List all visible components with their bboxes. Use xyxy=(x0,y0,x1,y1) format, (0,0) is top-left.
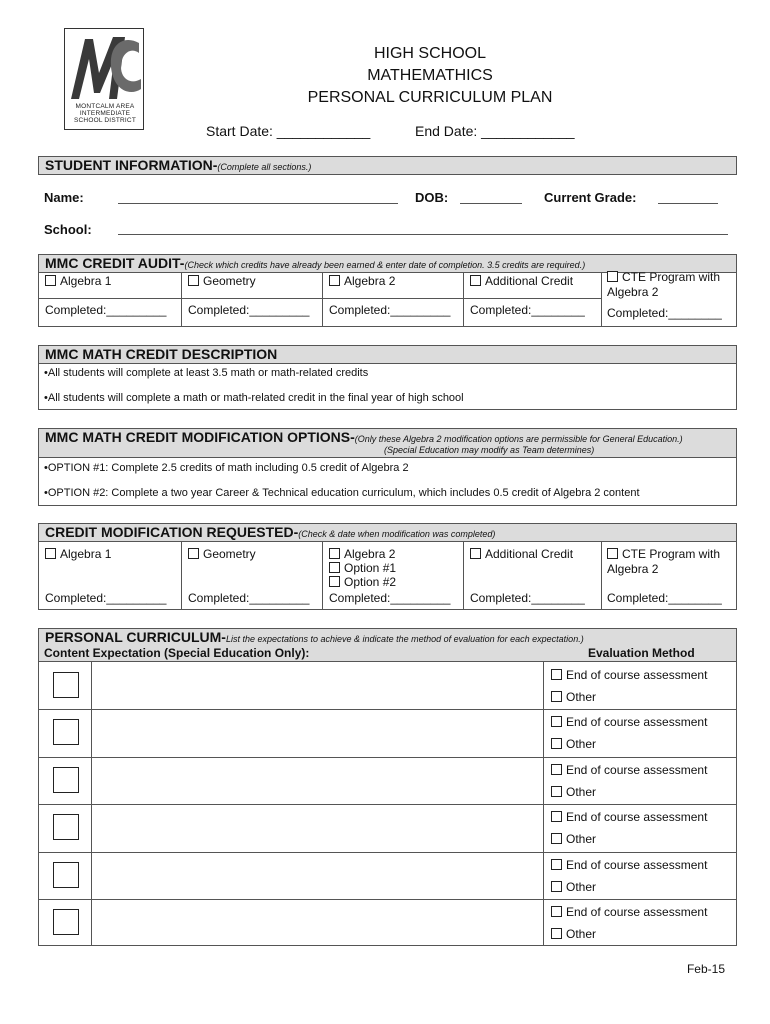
content-expectation-field[interactable] xyxy=(93,664,541,707)
modification-options-header: MMC MATH CREDIT MODIFICATION OPTIONS-(Only these Algebra 2 modification options are permissible for General Education.) xyxy=(38,428,737,458)
req-algebra2-checkbox[interactable]: Algebra 2 xyxy=(329,547,395,561)
personal-curriculum-header: PERSONAL CURRICULUM-List the expectations to achieve & indicate the method of evaluation for each expectation.) xyxy=(38,628,737,662)
audit-additional-completed[interactable]: Completed:________ xyxy=(470,303,585,317)
credit-description-header: MMC MATH CREDIT DESCRIPTION xyxy=(38,345,737,364)
mc-logo-icon xyxy=(69,33,141,101)
req-geometry-completed[interactable]: Completed:_________ xyxy=(188,591,310,605)
req-algebra2-completed[interactable]: Completed:_________ xyxy=(329,591,451,605)
audit-cte-label-2: Algebra 2 xyxy=(607,285,659,299)
content-expectation-field[interactable] xyxy=(93,854,541,897)
footer-date: Feb-15 xyxy=(686,962,725,976)
expectation-checkbox[interactable] xyxy=(53,719,79,745)
req-cte-checkbox[interactable]: CTE Program with xyxy=(607,547,720,561)
start-date-field[interactable]: Start Date: ____________ xyxy=(206,123,371,139)
audit-additional-credit-checkbox[interactable]: Additional Credit xyxy=(470,274,573,288)
logo-text: MONTCALM AREA INTERMEDIATE SCHOOL DISTRICT xyxy=(74,103,136,124)
content-expectation-field[interactable] xyxy=(93,759,541,802)
eval-end-of-course-checkbox[interactable]: End of course assessment xyxy=(551,905,707,919)
audit-algebra2-checkbox[interactable]: Algebra 2 xyxy=(329,274,395,288)
name-label: Name: xyxy=(44,190,84,205)
description-item: •All students will complete a math or math-related credit in the final year of high school xyxy=(44,392,464,404)
description-item: •All students will complete at least 3.5 math or math-related credits xyxy=(44,367,369,379)
dob-field[interactable] xyxy=(460,203,522,204)
expectation-checkbox[interactable] xyxy=(53,909,79,935)
content-expectation-field[interactable] xyxy=(93,711,541,754)
title-line-1: HIGH SCHOOL xyxy=(373,45,486,62)
eval-end-of-course-checkbox[interactable]: End of course assessment xyxy=(551,668,707,682)
student-info-header: STUDENT INFORMATION-(Complete all sections.) xyxy=(38,156,737,175)
expectation-checkbox[interactable] xyxy=(53,814,79,840)
end-date-field[interactable]: End Date: ____________ xyxy=(415,123,575,139)
audit-cte-completed[interactable]: Completed:________ xyxy=(607,306,722,320)
req-geometry-checkbox[interactable]: Geometry xyxy=(188,547,256,561)
req-additional-completed[interactable]: Completed:________ xyxy=(470,591,585,605)
option-item: •OPTION #2: Complete a two year Career & Technical education curriculum, which includes 0.5 credit of Algebra 2 content xyxy=(44,487,640,499)
req-option2-checkbox[interactable]: Option #2 xyxy=(329,575,396,589)
audit-cte-checkbox[interactable]: CTE Program with xyxy=(607,270,720,284)
school-field[interactable] xyxy=(118,234,728,235)
req-option1-checkbox[interactable]: Option #1 xyxy=(329,561,396,575)
audit-algebra1-completed[interactable]: Completed:_________ xyxy=(45,303,167,317)
req-cte-completed[interactable]: Completed:________ xyxy=(607,591,722,605)
audit-algebra1-checkbox[interactable]: Algebra 1 xyxy=(45,274,111,288)
eval-other-checkbox[interactable]: Other xyxy=(551,832,596,846)
option-item: •OPTION #1: Complete 2.5 credits of math including 0.5 credit of Algebra 2 xyxy=(44,462,409,474)
eval-other-checkbox[interactable]: Other xyxy=(551,690,596,704)
content-expectation-field[interactable] xyxy=(93,806,541,849)
req-algebra1-completed[interactable]: Completed:_________ xyxy=(45,591,167,605)
expectation-checkbox[interactable] xyxy=(53,672,79,698)
dob-label: DOB: xyxy=(415,190,449,205)
content-expectation-field[interactable] xyxy=(93,901,541,944)
current-grade-label: Current Grade: xyxy=(544,190,637,205)
modification-options-note: (Special Education may modify as Team determines) xyxy=(384,445,595,455)
eval-end-of-course-checkbox[interactable]: End of course assessment xyxy=(551,763,707,777)
eval-end-of-course-checkbox[interactable]: End of course assessment xyxy=(551,810,707,824)
req-additional-credit-checkbox[interactable]: Additional Credit xyxy=(470,547,573,561)
expectation-checkbox[interactable] xyxy=(53,767,79,793)
district-logo xyxy=(64,28,144,130)
credit-audit-header: MMC CREDIT AUDIT-(Check which credits have already been earned & enter date of completion. 3.5 credits are required.) xyxy=(38,254,737,273)
name-field[interactable] xyxy=(118,203,398,204)
audit-geometry-completed[interactable]: Completed:_________ xyxy=(188,303,310,317)
modification-requested-header: CREDIT MODIFICATION REQUESTED-(Check & date when modification was completed) xyxy=(38,523,737,542)
title-line-2: MATHEMATHICS xyxy=(367,67,493,84)
title-line-3: PERSONAL CURRICULUM PLAN xyxy=(307,89,553,106)
evaluation-method-header: Evaluation Method xyxy=(588,646,695,660)
current-grade-field[interactable] xyxy=(658,203,718,204)
req-algebra1-checkbox[interactable]: Algebra 1 xyxy=(45,547,111,561)
expectation-checkbox[interactable] xyxy=(53,862,79,888)
eval-other-checkbox[interactable]: Other xyxy=(551,880,596,894)
eval-other-checkbox[interactable]: Other xyxy=(551,737,596,751)
content-expectation-header: Content Expectation (Special Education Only): xyxy=(44,646,310,660)
school-label: School: xyxy=(44,222,92,237)
audit-algebra2-completed[interactable]: Completed:_________ xyxy=(329,303,451,317)
eval-other-checkbox[interactable]: Other xyxy=(551,785,596,799)
eval-end-of-course-checkbox[interactable]: End of course assessment xyxy=(551,858,707,872)
req-cte-label-2: Algebra 2 xyxy=(607,562,659,576)
audit-geometry-checkbox[interactable]: Geometry xyxy=(188,274,256,288)
eval-other-checkbox[interactable]: Other xyxy=(551,927,596,941)
eval-end-of-course-checkbox[interactable]: End of course assessment xyxy=(551,715,707,729)
